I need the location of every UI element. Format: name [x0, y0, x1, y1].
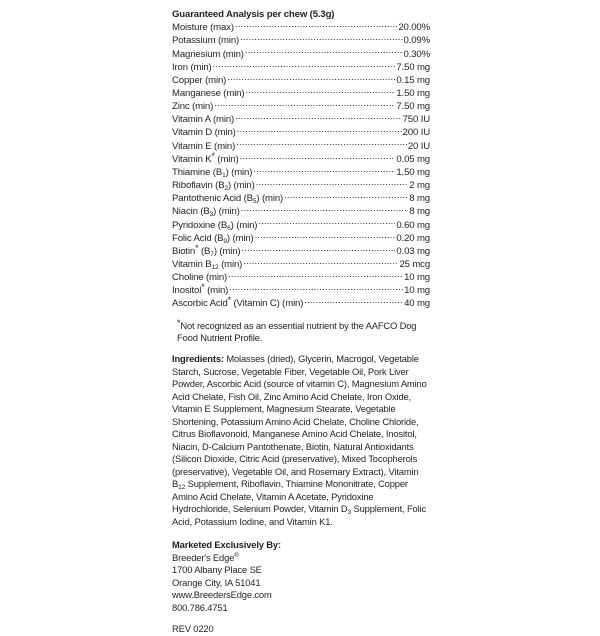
marketed-by-heading: Marketed Exclusively By: [172, 539, 281, 551]
guaranteed-analysis-row [172, 48, 430, 61]
product-label-panel [172, 8, 430, 636]
guaranteed-analysis-row [172, 219, 430, 232]
nutrient-name: Copper (min) [172, 74, 227, 86]
revision-code: REV 0220 [172, 623, 214, 635]
leader-dots [213, 61, 396, 70]
guaranteed-analysis-row [172, 258, 430, 271]
nutrient-value: 2 mg [409, 180, 430, 192]
nutrient-name: Vitamin A (min) [172, 114, 235, 126]
guaranteed-analysis-row [172, 242, 430, 258]
leader-dots [258, 219, 395, 228]
leader-dots [256, 179, 409, 188]
nutrient-value: 20.00% [398, 22, 430, 34]
leader-dots [240, 34, 402, 43]
nutrient-name: Vitamin $B_{12}$ (min) [172, 259, 243, 272]
nutrient-name: Vitamin K* (min) [172, 150, 239, 165]
registered-trademark-mark: ® [234, 552, 239, 559]
nutrient-name: Magnesium (min) [172, 48, 244, 60]
nutrient-value: 0.60 mg [396, 219, 430, 231]
nutrient-name: Pantothenic Acid $(B_5)$ (min) [172, 193, 284, 206]
guaranteed-analysis-row [172, 179, 430, 192]
nutrient-name: Moisture (max) [172, 22, 234, 34]
nutrient-value: 0.15 mg [396, 74, 430, 86]
nutrient-name: Choline (min) [172, 272, 228, 284]
phone-number[interactable]: 800.786.4751 [172, 601, 228, 613]
guaranteed-analysis-row [172, 34, 430, 47]
nutrient-value: 1.50 mg [396, 166, 430, 178]
nutrient-value: 20 IU [407, 140, 430, 152]
leader-dots [245, 48, 403, 57]
guaranteed-analysis-row [172, 140, 430, 153]
marketed-by-section [172, 539, 430, 614]
nutrient-value: 0.30% [403, 48, 430, 60]
guaranteed-analysis-title: Guaranteed Analysis per chew (5.3g) [172, 9, 335, 20]
nutrient-value: 750 IU [402, 114, 430, 126]
guaranteed-analysis-row [172, 150, 430, 166]
guaranteed-analysis-row [172, 100, 430, 113]
leader-dots [227, 74, 395, 83]
nutrient-name: Potassium (min) [172, 35, 240, 47]
nutrient-value: 8 mg [409, 206, 430, 218]
guaranteed-analysis-row [172, 192, 430, 205]
guaranteed-analysis-row [172, 166, 430, 179]
nutrient-value: 7.50 mg [396, 61, 430, 73]
website-url[interactable]: www.BreedersEdge.com [172, 589, 272, 601]
leader-dots [253, 166, 395, 175]
leader-dots [228, 271, 403, 280]
nutrient-name: Thiamine $(B_1)$ (min) [172, 166, 253, 179]
nutrient-value: 10 mg [404, 272, 430, 284]
brand-name-text: Breeder's Edge [172, 551, 235, 563]
guaranteed-analysis-row [172, 271, 430, 284]
ingredients-section [172, 353, 430, 528]
leader-dots [235, 113, 402, 122]
nutrient-name: Riboflavin $(B_2)$ (min) [172, 180, 255, 193]
nutrient-value: 200 IU [402, 127, 430, 139]
guaranteed-analysis-row [172, 87, 430, 100]
nutrient-name: Folic Acid $(B_9)$ (min) [172, 232, 254, 245]
guaranteed-analysis-row [172, 284, 430, 297]
guaranteed-analysis-row [172, 21, 430, 34]
guaranteed-analysis-row [172, 113, 430, 126]
ingredients-heading: Ingredients: [172, 353, 224, 365]
leader-dots [284, 192, 408, 201]
nutrient-value: 8 mg [409, 193, 430, 205]
leader-dots [241, 245, 395, 254]
ingredients-text: Molasses (dried), Glycerin, Macrogol, Vegetable Starch, Sucrose, Vegetable Fiber, Vegetable Oil, Pork Liver Powder, Ascorbic Acid (source of vitamin C), Magnesium Amino Acid Chelate, Fish Oil, Zinc Amino Acid Chelate, Iron Oxide, Vitamin E Supplement, Magnesium Stearate, Vegetable Shortening, Potassium Amino Acid Chelate, Choline Chloride, Citrus Bioflavonoid, Manganese Amino Acid Chelate, Inositol, Niacin, D-Calcium Pantothenate, Biotin, Natural Antioxidants (Silicon Dioxide, Citric Acid (preservative), Mixed Tocopherols (preservative), Vegetable Oil, and Rosemary Extract), Vitamin $B_{12}$ Supplement, Riboflavin, Thiamine Mononitrate, Copper Amino Acid Chelate, Vitamin A Acetate, Pyridoxine Hydrochloride, Selenium Powder, Vitamin $D_3$ Supplement, Folic Acid, Potassium Iodine, and Vitamin K1. [172, 353, 427, 527]
nutrient-name: Pyridoxine $(B_6)$ (min) [172, 219, 258, 232]
nutrient-name: Zinc (min) [172, 101, 214, 113]
leader-dots [229, 284, 403, 293]
brand-name [172, 552, 430, 565]
guaranteed-analysis-row [172, 74, 430, 87]
leader-dots [304, 297, 403, 306]
nutrient-name: Inositol* (min) [172, 282, 229, 297]
nutrient-name: Vitamin D (min) [172, 127, 236, 139]
aafco-footnote: *Not recognized as an essential nutrient by the AAFCO Dog Food Nutrient Profile. [177, 317, 417, 344]
nutrient-value: 0.03 mg [396, 245, 430, 257]
nutrient-value: 25 mcg [399, 259, 430, 271]
guaranteed-analysis-list [172, 21, 430, 310]
guaranteed-analysis-row [172, 126, 430, 139]
guaranteed-analysis-row [172, 61, 430, 74]
nutrient-value: 7.50 mg [396, 101, 430, 113]
nutrient-value: 10 mg [404, 285, 430, 297]
address-line-1: 1700 Albany Place SE [172, 564, 262, 576]
nutrient-name: Iron (min) [172, 61, 212, 73]
guaranteed-analysis-row [172, 205, 430, 218]
leader-dots [245, 87, 395, 96]
nutrient-name: Niacin $(B_3)$ (min) [172, 206, 240, 219]
nutrient-name: Ascorbic Acid* (Vitamin C) (min) [172, 295, 304, 310]
nutrient-value: 1.50 mg [396, 87, 430, 99]
leader-dots [240, 153, 396, 162]
nutrient-value: 0.09% [403, 35, 430, 47]
nutrient-name: Biotin* $(B_7)$ (min) [172, 242, 241, 258]
leader-dots [241, 205, 408, 214]
guaranteed-analysis-row [172, 232, 430, 245]
leader-dots [235, 21, 397, 30]
address-line-2: Orange City, IA 51041 [172, 576, 261, 588]
leader-dots [214, 100, 395, 109]
leader-dots [243, 258, 398, 267]
leader-dots [236, 140, 407, 149]
nutrient-name: Manganese (min) [172, 87, 245, 99]
leader-dots [255, 232, 396, 241]
nutrient-value: 0.20 mg [396, 232, 430, 244]
nutrient-value: 0.05 mg [396, 153, 430, 165]
guaranteed-analysis-row [172, 297, 430, 310]
nutrient-value: 40 mg [404, 298, 430, 310]
leader-dots [237, 126, 402, 135]
nutrient-name: Vitamin E (min) [172, 140, 236, 152]
